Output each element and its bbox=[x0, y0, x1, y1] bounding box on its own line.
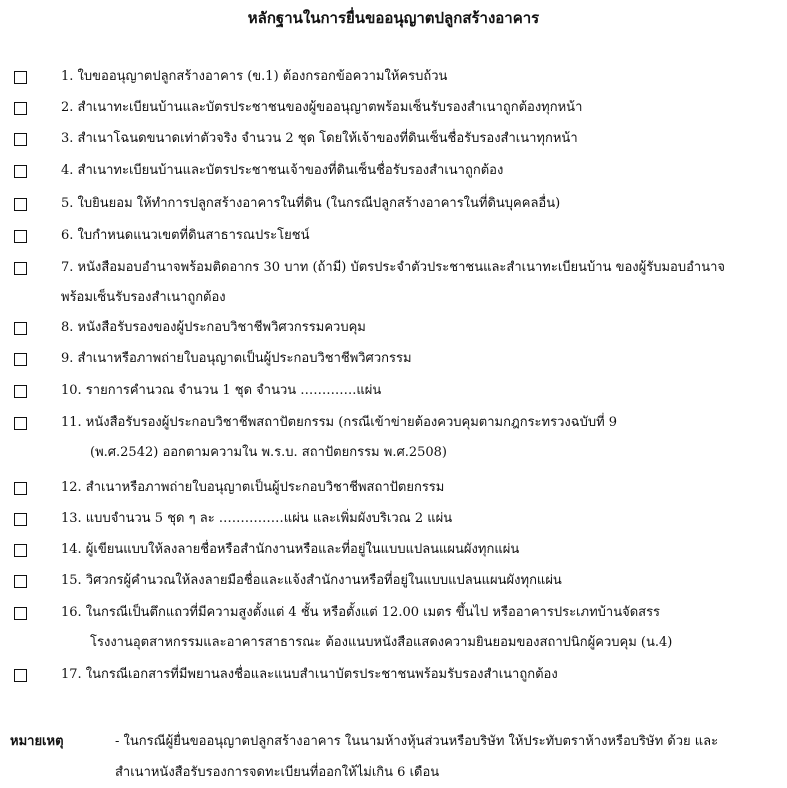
checklist-item-6 bbox=[0, 227, 787, 257]
item-text: 3. สำเนาโฉนดขนาดเท่าตัวจริง จำนวน 2 ชุด โดยให้เจ้าของที่ดินเซ็นชื่อรับรองสำเนาทุกหน้า bbox=[61, 131, 578, 146]
checkbox[interactable] bbox=[14, 607, 27, 620]
checklist-item-2 bbox=[0, 99, 787, 129]
checklist-item-8 bbox=[0, 319, 787, 349]
checklist-item-1 bbox=[0, 68, 787, 98]
checkbox[interactable] bbox=[14, 544, 27, 557]
item-text: 6. ใบกำหนดแนวเขตที่ดินสาธารณประโยชน์ bbox=[61, 228, 310, 243]
checkbox[interactable] bbox=[14, 133, 27, 146]
checklist-item-9 bbox=[0, 350, 787, 380]
checklist-item-17 bbox=[0, 666, 787, 696]
checklist-item-13 bbox=[0, 510, 787, 540]
checkbox[interactable] bbox=[14, 353, 27, 366]
item-text: 1. ใบขออนุญาตปลูกสร้างอาคาร (ข.1) ต้องกรอกข้อความให้ครบถ้วน bbox=[61, 69, 448, 84]
checkbox[interactable] bbox=[14, 575, 27, 588]
item-text: 9. สำเนาหรือภาพถ่ายใบอนุญาตเป็นผู้ประกอบวิชาชีพวิศวกรรม bbox=[61, 351, 412, 366]
item-text: 17. ในกรณีเอกสารที่มีพยานลงชื่อและแนบสำเนาบัตรประชาชนพร้อมรับรองสำเนาถูกต้อง bbox=[61, 667, 558, 682]
item-text: 5. ใบยินยอม ให้ทำการปลูกสร้างอาคารในที่ดิน (ในกรณีปลูกสร้างอาคารในที่ดินบุคคลอื่น) bbox=[61, 196, 561, 211]
checkbox[interactable] bbox=[14, 262, 27, 275]
checklist-item-14 bbox=[0, 541, 787, 571]
item-text: 10. รายการคำนวณ จำนวน 1 ชุด จำนวน ………….แผ่น bbox=[61, 383, 382, 398]
item-text: 15. วิศวกรผู้คำนวณให้ลงลายมือชื่อและแจ้งสำนักงานหรือที่อยู่ในแบบแปลนแผนผังทุกแผ่น bbox=[61, 573, 562, 588]
item-text: 2. สำเนาทะเบียนบ้านและบัตรประชาชนของผู้ขออนุญาตพร้อมเซ็นรับรองสำเนาถูกต้องทุกหน้า bbox=[61, 100, 583, 115]
checklist-item-7 bbox=[0, 259, 787, 319]
checkbox[interactable] bbox=[14, 165, 27, 178]
item-text: 8. หนังสือรับรองของผู้ประกอบวิชาชีพวิศวกรรมควบคุม bbox=[61, 320, 366, 335]
checkbox[interactable] bbox=[14, 198, 27, 211]
document-title: หลักฐานในการยื่นขออนุญาตปลูกสร้างอาคาร bbox=[247, 9, 540, 27]
item-text: 11. หนังสือรับรองผู้ประกอบวิชาชีพสถาปัตยกรรม (กรณีเข้าข่ายต้องควบคุมตามกฎกระทรวงฉบับที่ 9 bbox=[61, 415, 618, 430]
checklist-item-16 bbox=[0, 604, 787, 664]
item-text: 12. สำเนาหรือภาพถ่ายใบอนุญาตเป็นผู้ประกอบวิชาชีพสถาปัตยกรรม bbox=[61, 480, 445, 495]
checklist-item-10 bbox=[0, 382, 787, 412]
checklist-item-15 bbox=[0, 572, 787, 602]
item-text: 4. สำเนาทะเบียนบ้านและบัตรประชาชนเจ้าของที่ดินเซ็นชื่อรับรองสำเนาถูกต้อง bbox=[61, 163, 504, 178]
checkbox[interactable] bbox=[14, 71, 27, 84]
checklist-item-3 bbox=[0, 130, 787, 160]
checklist-item-12 bbox=[0, 479, 787, 509]
checklist-item-5 bbox=[0, 195, 787, 225]
checkbox[interactable] bbox=[14, 482, 27, 495]
note-text-line1: - ในกรณีผู้ยื่นขออนุญาตปลูกสร้างอาคาร ในนามห้างหุ้นส่วนหรือบริษัท ให้ประทับตราห้างหรือบริษัท ด้วย และ bbox=[115, 734, 719, 749]
item-text: 7. หนังสือมอบอำนาจพร้อมติดอากร 30 บาท (ถ้ามี) บัตรประจำตัวประชาชนและสำเนาทะเบียนบ้าน ของผู้รับมอบอำนาจ bbox=[61, 260, 726, 275]
checkbox[interactable] bbox=[14, 102, 27, 115]
item-text-continued: พร้อมเซ็นรับรองสำเนาถูกต้อง bbox=[61, 290, 226, 305]
item-text-continued: (พ.ศ.2542) ออกตามความใน พ.ร.บ. สถาปัตยกรรม พ.ศ.2508) bbox=[90, 445, 448, 460]
note-text-line2: สำเนาหนังสือรับรองการจดทะเบียนที่ออกให้ไม่เกิน 6 เดือน bbox=[115, 765, 440, 780]
item-text-continued: โรงงานอุตสาหกรรมและอาคารสาธารณะ ต้องแนบหนังสือแสดงความยินยอมของสถาปนิกผู้ควบคุม (น.4) bbox=[90, 635, 673, 650]
checkbox[interactable] bbox=[14, 669, 27, 682]
checkbox[interactable] bbox=[14, 385, 27, 398]
item-text: 14. ผู้เขียนแบบให้ลงลายชื่อหรือสำนักงานหรือและที่อยู่ในแบบแปลนแผนผังทุกแผ่น bbox=[61, 542, 520, 557]
note-label: หมายเหตุ bbox=[10, 734, 64, 749]
checklist-item-4 bbox=[0, 162, 787, 192]
item-text: 13. แบบจำนวน 5 ชุด ๆ ละ ……………แผ่น และเพิ่มผังบริเวณ 2 แผ่น bbox=[61, 511, 453, 526]
checklist-item-11 bbox=[0, 414, 787, 474]
item-text: 16. ในกรณีเป็นตึกแถวที่มีความสูงตั้งแต่ 4 ชั้น หรือตั้งแต่ 12.00 เมตร ขึ้นไป หรืออาคารประเภทบ้านจัดสรร bbox=[61, 605, 661, 620]
checkbox[interactable] bbox=[14, 230, 27, 243]
checkbox[interactable] bbox=[14, 322, 27, 335]
checkbox[interactable] bbox=[14, 417, 27, 430]
checkbox[interactable] bbox=[14, 513, 27, 526]
